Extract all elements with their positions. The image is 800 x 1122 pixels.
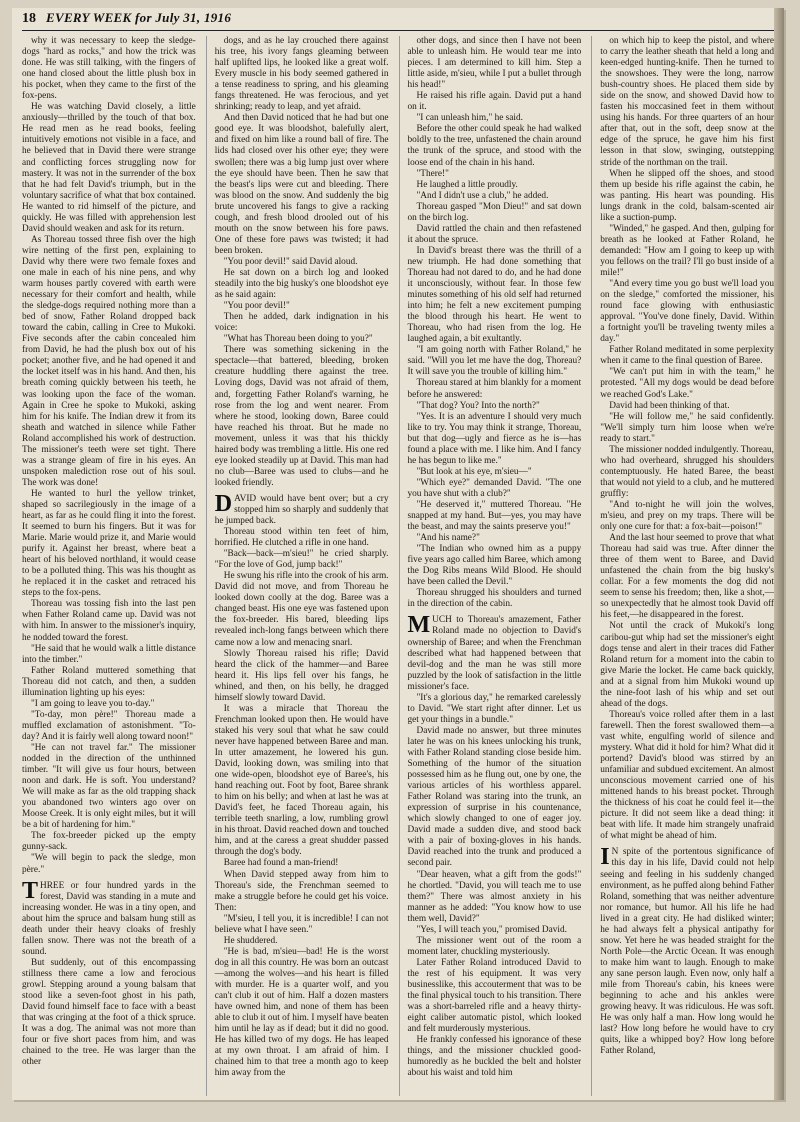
paragraph bbox=[408, 124, 582, 168]
paragraph-text: He wanted to hurl the yellow trinket, shaped so sacrilegiously in the image of a heart, as far as he could fling it into the forest. It seemed to burn his fingers. But it was for Marie. Marie would prize it, and Marie would purify it. Against her breast, where beat a heart of his beloved northland, it would cease to be a polluted thing. This was his thought as he replaced it in the casket and retraced his steps to the fox-pens. bbox=[22, 488, 196, 599]
paragraph-text: He raised his rifle again. David put a hand on it. bbox=[407, 91, 582, 113]
paragraph bbox=[215, 345, 389, 489]
paragraph bbox=[215, 301, 389, 312]
paragraph-text: He sat down on a birch log and looked steadily into the big husky's one bloodshot eye as he said again: bbox=[214, 267, 389, 301]
paragraph-text: In David's breast there was the thrill of a new triumph. He had done something that Thoreau had not dared to do, and he had done it unconsciously, without fear. In those few minutes something of his old self had returned into him; he felt a new excitement pumping the blood through his heart. He went to Thoreau, who had risen from the log. He laughed again, a bit exultantly. bbox=[407, 245, 582, 345]
paragraph bbox=[408, 588, 582, 610]
paragraph bbox=[600, 412, 774, 445]
drop-cap: D bbox=[214, 490, 233, 517]
text-column-4 bbox=[591, 36, 774, 1096]
paragraph-text: There was something sickening in the spectacle—that battered, bleeding, broken creature huddling there against the tree. Loving dogs, David was not afraid of them, and, forgetting Father Roland's warning, he rose from the log and went nearer. From where he stood, looking down, Baree could have reached his throat. But he made no movement, unless it was that his thickly haired body was trembling a little. His one red eye looked steadily up at David. This man had no club—Baree was used to clubs—and he looked friendly. bbox=[214, 345, 389, 488]
paragraph-text: "And his name?" bbox=[416, 533, 480, 544]
paragraph bbox=[215, 113, 389, 257]
paragraph-text: Not until the crack of Mukoki's long caribou-gut whip had set the missioner's eight dogs tense and alert in their traces did Father Roland return for a moment into the cabin to give Marie the locket. He came back quickly, and at a signal from him Mukoki wound up the nine-foot lash of his whip and set out ahead of the dogs. bbox=[600, 621, 774, 709]
paragraph bbox=[408, 500, 582, 533]
paragraph-text: He shuddered. bbox=[223, 935, 278, 946]
paragraph bbox=[600, 224, 774, 279]
paragraph bbox=[22, 599, 196, 643]
paragraph bbox=[215, 312, 389, 334]
paragraph-text: "The Indian who owned him as a puppy five years ago called him Baree, which among the Dog Ribs means Wild Blood. He should have been called the Devil." bbox=[407, 544, 582, 588]
paragraph-text: "Winded," he gasped. And then, gulping for breath as he looked at Father Roland, he demanded: "How am I going to keep up with you fellows on the trail? I'll go bust inside of a mile!" bbox=[600, 223, 774, 278]
paragraph bbox=[408, 412, 582, 467]
paragraph bbox=[600, 710, 774, 843]
paragraph-text: "But look at his eye, m'sieu—" bbox=[416, 466, 532, 477]
paragraph-text: "That dog? You? Into the north?" bbox=[416, 400, 540, 411]
paragraph bbox=[408, 936, 582, 958]
drop-cap: I bbox=[600, 844, 610, 871]
paragraph-text: "Which eye?" demanded David. "The one you have shut with a club?" bbox=[407, 477, 582, 499]
paragraph-text: "You poor devil!" bbox=[223, 301, 290, 312]
paragraph bbox=[408, 958, 582, 1035]
paragraph-text: AVID would have bent over; but a cry stopped him so sharply and suddenly that he jumped back. bbox=[214, 493, 389, 527]
paragraph-text: why it was necessary to keep the sledge-dogs "hard as rocks," and how the trick was done. He was still talking, with the fingers of one hand closed about the little plush box in his pocket, when they came to the first of the fox-pens. bbox=[22, 36, 196, 102]
paragraph-text: "I am going north with Father Roland," he said. "Will you let me have the dog, Thoreau? It will save you the trouble of killing him." bbox=[407, 345, 582, 378]
paragraph bbox=[22, 644, 196, 666]
paragraph-text: Thoreau stared at him blankly for a moment before he answered: bbox=[407, 378, 582, 400]
paragraph-text: "He can not travel far." The missioner nodded in the direction of the unthinned timber. "It will give us four hours, between noon and dark. He is soft. You understand? We will make as far as the old trapping shack you abandoned two winters ago over on Moose Creek. It is only eight miles, but it will be a bit of hardening for him." bbox=[22, 743, 196, 831]
paragraph-text: "And every time you go bust we'll load you on the sledge," comforted the missioner, his round face glowing with enthusiastic approval. "You've done finely, David. Within a fortnight you'll be traveling twenty miles a day." bbox=[600, 279, 774, 345]
paragraph bbox=[214, 490, 389, 527]
paragraph-text: As Thoreau tossed three fish over the high wire netting of the first pen, explaining to David why there were two female foxes and one male in each of his nine pens, and why warm houses partly covered with earth were necessary for their comfort and health, while the sledge-dogs required nothing more than a bed of snow, Father Roland dropped back toward the cabin, calling in Cree to Mukoki. Five seconds after the cabin concealed him from David, he had the plush box out of his pocket; another five, and he had opened it and the locket itself was in his hand. And then, his breath coming quickly between his teeth, he was looking upon the face of the woman. Again in Cree he spoke to Mukoki, asking him for his knife. The Indian drew it from its sheath and watched in silence while Father Roland accomplished his work of destruction. The missioner's teeth were set tight. There was a strange gleam of fire in his eyes. An unspoken malediction rose out of his soul. The work was done! bbox=[22, 234, 196, 488]
paragraph bbox=[408, 113, 582, 124]
text-column-2 bbox=[206, 36, 389, 1096]
paragraph bbox=[22, 235, 196, 489]
paragraph-text: Thoreau shrugged his shoulders and turned in the direction of the cabin. bbox=[407, 588, 582, 610]
paragraph bbox=[408, 191, 582, 202]
paragraph-text: on which hip to keep the pistol, and where to carry the leather sheath that held a long and keen-edged hunting-knife. Then he turned to the snowshoes. They were the long, narrow bush-country shoes. He placed them side by side on the snow, and showed David how to fasten his moccasined feet in them without using his hands. For three quarters of an hour after that, out in the soft, deep snow at the edge of the spruce, he gave him his first lesson in that slow, swinging, outstepping stride of the northman on the trail. bbox=[600, 36, 774, 168]
paragraph-text: Thoreau stood within ten feet of him, horrified. He clutched a rifle in one hand. bbox=[214, 527, 389, 549]
text-column-3 bbox=[399, 36, 582, 1096]
paragraph-text: When David stepped away from him to Thoreau's side, the Frenchman seemed to make a struggle before he could get his voice. Then: bbox=[214, 869, 389, 913]
page-header bbox=[22, 10, 774, 31]
paragraph-text: "Yes. It is an adventure I should very much like to try. You may think it strange, Thoreau, but that dog—ugly and fierce as he is—has found a place with me. I like him. And I fancy he has begun to like me." bbox=[407, 411, 582, 466]
running-title: EVERY WEEK for July 31, 1916 bbox=[46, 10, 232, 25]
page-number: 18 bbox=[22, 11, 36, 26]
paragraph bbox=[22, 958, 196, 1068]
paragraph bbox=[408, 925, 582, 936]
paragraph-text: Thoreau gasped "Mon Dieu!" and sat down on the birch log. bbox=[407, 201, 582, 223]
paragraph bbox=[22, 36, 196, 102]
paragraph bbox=[408, 870, 582, 925]
paragraph-text: "Back—back—m'sieu!" he cried sharply. "For the love of God, jump back!" bbox=[214, 549, 389, 571]
paragraph bbox=[408, 169, 582, 180]
paragraph bbox=[408, 1035, 582, 1079]
paragraph bbox=[600, 169, 774, 224]
paragraph-text: And the last hour seemed to prove that what Thoreau had said was true. After dinner the three of them went to Baree, and David unfastened the chain from the big husky's collar. For a few moments the dog did not seem to sense his freedom; then, like a shot,—so unexpectedly that he almost took David off his feet,—he disappeared in the forest. bbox=[600, 533, 774, 621]
drop-cap: T bbox=[22, 877, 39, 904]
paragraph-text: David rattled the chain and then refastened it about the spruce. bbox=[407, 223, 582, 245]
paragraph bbox=[408, 246, 582, 345]
paragraph-text: He swung his rifle into the crook of his arm. David did not move, and from Thoreau he looked down coolly at the dog. Baree was a changed beast. His one eye was fastened upon the fox-breeder. His bared, bleeding lips revealed inch-long fangs between which there came now a low and menacing snarl. bbox=[214, 571, 389, 648]
paragraph bbox=[600, 367, 774, 400]
paragraph-text: The missioner went out of the room a moment later, chuckling mysteriously. bbox=[407, 935, 582, 957]
paragraph bbox=[408, 726, 582, 870]
magazine-page bbox=[12, 8, 784, 1100]
paragraph-text: Father Roland meditated in some perplexity when it came to the final question of Baree. bbox=[600, 345, 774, 367]
page-edge-shadow bbox=[774, 8, 784, 1100]
paragraph-text: "Yes, I will teach you," promised David. bbox=[416, 924, 567, 935]
paragraph bbox=[408, 693, 582, 726]
paragraph-text: dogs, and as he lay crouched there against his tree, his ivory fangs gleaming between half uplifted lips, he looked like a great wolf. Every muscle in his body seemed gathered in a tense readiness to spring, and his gleaming fangs threatened. He was ferocious, and yet shrinking; ready to leap, and yet afraid. bbox=[214, 36, 389, 113]
paragraph-text: He was watching David closely, a little anxiously—thrilled by the touch of that box. He read men as he read books, feeling intuitively emotions not visible in a face, and he believed that in David there were strange and conflicting forces struggling now for mastery. It was not in the surrender of the box that he had felt David's triumph, but in the voluntary sacrifice of what that box contained. He wanted to rid himself of the picture, and quickly. He was filled with apprehension lest David should weaken and ask for its return. bbox=[22, 102, 196, 234]
paragraph-text: "M'sieu, I tell you, it is incredible! I can not believe what I have seen." bbox=[214, 913, 389, 935]
paragraph-text: "To-day, mon père!" Thoreau made a muffled exclamation of astonishment. "To-day? And it is fairly well along toward noon!" bbox=[22, 709, 196, 742]
paragraph bbox=[408, 345, 582, 378]
paragraph-text: "We will begin to pack the sledge, mon père." bbox=[22, 853, 196, 875]
paragraph bbox=[215, 649, 389, 704]
paragraph-text: And then David noticed that he had but one good eye. It was bloodshot, balefully alert, and fixed on him like a round ball of fire. The lids had closed over his other eye; they were swollen; there was a big lump just over where the eye should have been. Then he saw that the beast's lips were cut and bleeding. There was blood on the snow. And suddenly the big brute uncovered his fangs to give a racking cough, and fresh blood drooled out of his mouth on the snow between his fore paws. One of these fore paws was twisted; it had been broken. bbox=[214, 113, 389, 256]
paragraph-text: "We can't put him in with the team," he protested. "All my dogs would be dead before we reached God's Lake." bbox=[600, 367, 774, 400]
paragraph-text: Thoreau was tossing fish into the last pen when Father Roland came up. David was not with him. In answer to the missioner's inquiry, he nodded toward the forest. bbox=[22, 599, 196, 643]
paragraph bbox=[22, 877, 196, 958]
paragraph-text: "And I didn't use a club," he added. bbox=[416, 190, 549, 201]
paragraph-text: other dogs, and since then I have not been able to unleash him. He would tear me into pieces. I am determined to kill him. Step a little aside, m'sieu, while I put a bullet through his head!" bbox=[407, 36, 582, 91]
paragraph bbox=[408, 36, 582, 91]
paragraph-text: "He will follow me," he said confidently. "We'll simply turn him loose when we're ready to start." bbox=[600, 411, 774, 444]
paragraph bbox=[408, 467, 582, 478]
paragraph-text: N spite of the portentous significance of this day in his life, David could not help seeing and feeling in his suddenly changed environment, as he puffed along behind Father Roland, something that was neither adventure nor romance, but humor. All his life he had lived in a great city. He had disliked winter; he had always felt a physical antipathy for snow. Yet here he was headed straight for the North Pole—the Arctic Ocean. It was enough to make him want to laugh. Enough to make any sane person laugh. Even now, only half a mile from Thoreau's cabin, his knees were beginning to ache and his ankles were growing heavy. It was ridiculous. He was soft. He was only half a man. How long would he last? How long before he would have to cry quits, like a whipped boy? How long before Father Roland, bbox=[600, 847, 774, 1057]
paragraph-text: HREE or four hundred yards in the forest, David was standing in a mute and increasing wonder. He was in a tiny open, and about him the spruce and balsam hung still as death under their heavy cloaks of freshly fallen snow. There was not the breath of a sound. bbox=[22, 880, 196, 957]
paragraph bbox=[600, 533, 774, 621]
paragraph bbox=[22, 710, 196, 743]
paragraph bbox=[22, 666, 196, 699]
paragraph-text: Thoreau's voice rolled after them in a last farewell. Then the forest swallowed them—a vast white, engulfing world of silence and mystery. What did it hold for him? What did it portend? David's blood was stirred by an unfamiliar and subdued excitement. An almost unconscious movement carried one of his mittened hands to his breast pocket. Through the thickness of his coat he could feel it—the picture. It did not seem like a dead thing: it beat with life. It made him strangely unafraid of what might be ahead of him. bbox=[600, 709, 774, 842]
paragraph bbox=[215, 936, 389, 947]
paragraph bbox=[408, 180, 582, 191]
paragraph-text: Then he added, dark indignation in his voice: bbox=[214, 312, 389, 334]
paragraph bbox=[408, 202, 582, 224]
paragraph-text: David had been thinking of that. bbox=[609, 400, 730, 411]
paragraph bbox=[22, 102, 196, 235]
paragraph-text: UCH to Thoreau's amazement, Father Roland made no objection to David's ownership of Baree; and when the Frenchman described what had happened between that devil-dog and the man he was still more puzzled by the look of satisfaction in the little missioner's face. bbox=[407, 615, 582, 692]
paragraph bbox=[215, 858, 389, 869]
paragraph-text: Later Father Roland introduced David to the rest of his equipment. It was very businesslike, this accouterment that was to be the final physical touch to his transition. There was a short-barreled rifle and a heavy thirty-eight caliber automatic pistol, which looked and felt murderously mysterious. bbox=[407, 957, 582, 1035]
paragraph bbox=[215, 704, 389, 859]
paragraph-text: "There!" bbox=[416, 168, 449, 179]
paragraph-text: The missioner nodded indulgently. Thoreau, who had overheard, shrugged his shoulders contemptuously. He hated Baree, the beast that would not yield to a club, and he muttered gruffly: bbox=[600, 444, 774, 499]
paragraph bbox=[408, 478, 582, 500]
paragraph-text: "I can unleash him," he said. bbox=[416, 113, 523, 124]
paragraph-text: He laughed a little proudly. bbox=[416, 179, 518, 190]
paragraph-text: "He said that he would walk a little distance into the timber." bbox=[22, 643, 196, 665]
paragraph bbox=[215, 334, 389, 345]
paragraph bbox=[408, 544, 582, 588]
paragraph bbox=[600, 401, 774, 412]
paragraph-text: Slowly Thoreau raised his rifle; David heard the click of the hammer—and Baree heard it. His lips fell over his fangs, he whined, and then, on his belly, he dragged himself slowly toward David. bbox=[214, 648, 389, 703]
paragraph bbox=[22, 831, 196, 853]
paragraph-text: David made no answer, but three minutes later he was on his knees unlocking his trunk, with Father Roland standing close beside him. Something of the humor of the situation possessed him as he flung out, one by one, the various articles of his worthless apparel. Father Roland was staring into the trunk, an expression of surprise in his countenance, which slowly changed to one of eager joy. David made a sudden dive, and stood back with a pair of boxing-gloves in his hands. David reached into the trunk and produced a second pair. bbox=[407, 725, 582, 869]
paragraph-text: When he slipped off the shoes, and stood them up beside his rifle against the cabin, he was panting. His heart was pounding. His lungs drank in the cold, balsam-scented air like a suction-pump. bbox=[600, 168, 774, 223]
text-column-1 bbox=[22, 36, 196, 1096]
paragraph-text: The fox-breeder picked up the empty gunny-sack. bbox=[22, 831, 196, 853]
paragraph bbox=[215, 549, 389, 571]
paragraph bbox=[22, 853, 196, 875]
paragraph-text: It was a miracle that Thoreau the Frenchman looked upon then. He would have staked his very soul that what he saw could never have happened between Baree and man. In utter amazement, he lowered his gun. David, looking down, was smiling into that one wide-open, bloodshot eye of Baree's, his hand reaching out. Foot by foot, Baree shrank to him on his belly; and when at last he was at David's feet, he faced Thoreau again, his terrible teeth snarling, a low, rumbling growl in his throat. David reached down and touched him, and at the caress a great shudder passed through the dog's body. bbox=[214, 703, 389, 858]
paragraph bbox=[215, 268, 389, 301]
paragraph bbox=[408, 378, 582, 400]
paragraph bbox=[600, 844, 774, 1057]
paragraph bbox=[600, 500, 774, 533]
paragraph bbox=[600, 36, 774, 169]
paragraph-text: Before the other could speak he had walked boldly to the tree, unfastened the chain around the trunk of the spruce, and stood with the loose end of the chain in his hand. bbox=[407, 124, 582, 168]
paragraph bbox=[600, 445, 774, 500]
paragraph-text: Father Roland muttered something that Thoreau did not catch, and then, a sudden illumination lighting up his eyes: bbox=[22, 665, 196, 698]
paragraph bbox=[215, 914, 389, 936]
paragraph bbox=[408, 224, 582, 246]
paragraph bbox=[215, 571, 389, 648]
paragraph bbox=[215, 36, 389, 113]
paragraph bbox=[22, 743, 196, 831]
paragraph bbox=[408, 91, 582, 113]
paragraph-text: "I am going to leave you to-day." bbox=[31, 698, 155, 709]
paragraph bbox=[215, 257, 389, 268]
paragraph bbox=[408, 401, 582, 412]
paragraph bbox=[215, 947, 389, 1080]
paragraph-text: "And to-night he will join the wolves, m'sieu, and prey on my traps. There will be only one cure for that: a fox-bait—poison!" bbox=[600, 499, 774, 533]
paragraph bbox=[600, 621, 774, 709]
paragraph-text: "It's a glorious day," he remarked carelessly to David. "We start right after dinner. Let us get your things in a bundle." bbox=[407, 692, 582, 725]
paragraph-text: "Dear heaven, what a gift from the gods!" he chortled. "David, you will teach me to use them?" There was almost anxiety in his manner as he added: "You know how to use them well, David?" bbox=[407, 869, 582, 924]
paragraph-text: He frankly confessed his ignorance of these things, and the missioner chuckled good-humoredly as he buckled the belt and holster about his waist and told him bbox=[407, 1035, 582, 1079]
paragraph bbox=[600, 279, 774, 345]
paragraph-text: "He is bad, m'sieu—bad! He is the worst dog in all this country. He was born an outcast—among the wolves—and his heart is filled with murder. He is a quarter wolf, and you can't club it out of him. Half a dozen masters have owned him, and none of them has been able to club it out of him. I myself have beaten him until he lay as if dead; but it did no good. He has killed two of my dogs. He has leaped at my own throat. I am afraid of him. I chained him to that tree a month ago to keep him away from the bbox=[214, 946, 389, 1079]
paragraph-text: But suddenly, out of this encompassing stillness there came a low and ferocious growl. Stepping around a young balsam that stood like a seven-foot ghost in his path, David found himself face to face with a beast that was cringing at the foot of a thick spruce. It was a dog. The animal was not more than four or five short paces from him, and was chained to the tree. He was larger than the other bbox=[22, 957, 196, 1068]
paragraph-text: "He deserved it," muttered Thoreau. "He snapped at my hand. But—yes, you may have the beast, and may the saints preserve you!" bbox=[407, 499, 582, 533]
paragraph-text: Baree had found a man-friend! bbox=[223, 858, 339, 869]
drop-cap: M bbox=[407, 612, 431, 639]
paragraph bbox=[22, 489, 196, 599]
paragraph bbox=[22, 699, 196, 710]
paragraph bbox=[215, 527, 389, 549]
paragraph bbox=[600, 345, 774, 367]
paragraph-text: "You poor devil!" said David aloud. bbox=[223, 256, 358, 267]
paragraph bbox=[215, 870, 389, 914]
paragraph-text: "What has Thoreau been doing to you?" bbox=[223, 334, 373, 345]
paragraph bbox=[408, 533, 582, 544]
text-columns bbox=[22, 36, 774, 1096]
paragraph bbox=[407, 612, 582, 692]
